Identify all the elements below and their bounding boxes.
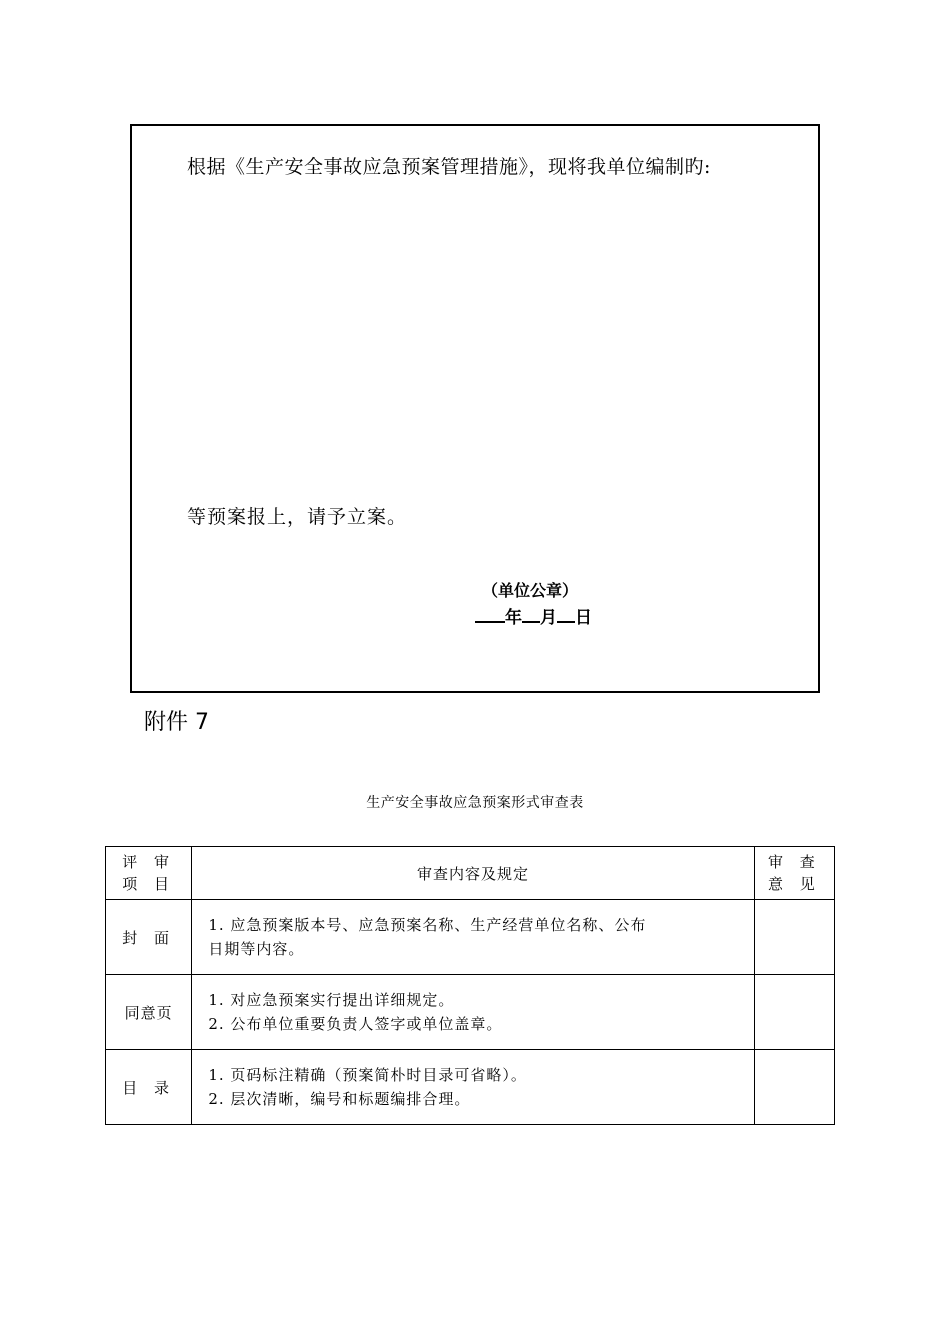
row-opinion[interactable] (754, 1050, 834, 1125)
table-row (106, 1050, 835, 1125)
row-item: 同意页 (106, 975, 192, 1050)
table-row (106, 900, 835, 975)
row-item: 封 面 (106, 900, 192, 975)
month-blank (522, 607, 540, 623)
row-opinion[interactable] (754, 975, 834, 1050)
date-line (475, 603, 592, 628)
year-blank (475, 607, 505, 623)
header-item: 评 审 项 目 (106, 847, 192, 900)
letter-intro-text: 根据《生产安全事故应急预案管理措施》，现将我单位编制旳: (187, 156, 711, 178)
row-content: 1. 应急预案版本号、应急预案名称、生产经营单位名称、公布 日期等内容。 (192, 900, 754, 975)
form-title: 生产安全事故应急预案形式审查表 (366, 795, 584, 811)
attachment-label: 附件 7 (144, 710, 209, 735)
application-letter-box (130, 124, 820, 693)
day-blank (557, 607, 575, 623)
unit-seal-label: （单位公章） (482, 581, 579, 600)
row-item: 目 录 (106, 1050, 192, 1125)
table-header-row (106, 847, 835, 900)
review-table (105, 846, 835, 1125)
header-opinion: 审 查 意 见 (754, 847, 834, 900)
year-label: 年 (505, 608, 522, 628)
table-row (106, 975, 835, 1050)
row-content: 1. 页码标注精确（预案简朴时目录可省略）。 2. 层次清晰，编号和标题编排合理。 (192, 1050, 754, 1125)
month-label: 月 (540, 608, 557, 628)
row-opinion[interactable] (754, 900, 834, 975)
letter-closing-text: 等预案报上，请予立案。 (187, 506, 408, 528)
day-label: 日 (575, 608, 592, 628)
header-content: 审查内容及规定 (192, 847, 754, 900)
row-content: 1. 对应急预案实行提出详细规定。 2. 公布单位重要负责人签字或单位盖章。 (192, 975, 754, 1050)
